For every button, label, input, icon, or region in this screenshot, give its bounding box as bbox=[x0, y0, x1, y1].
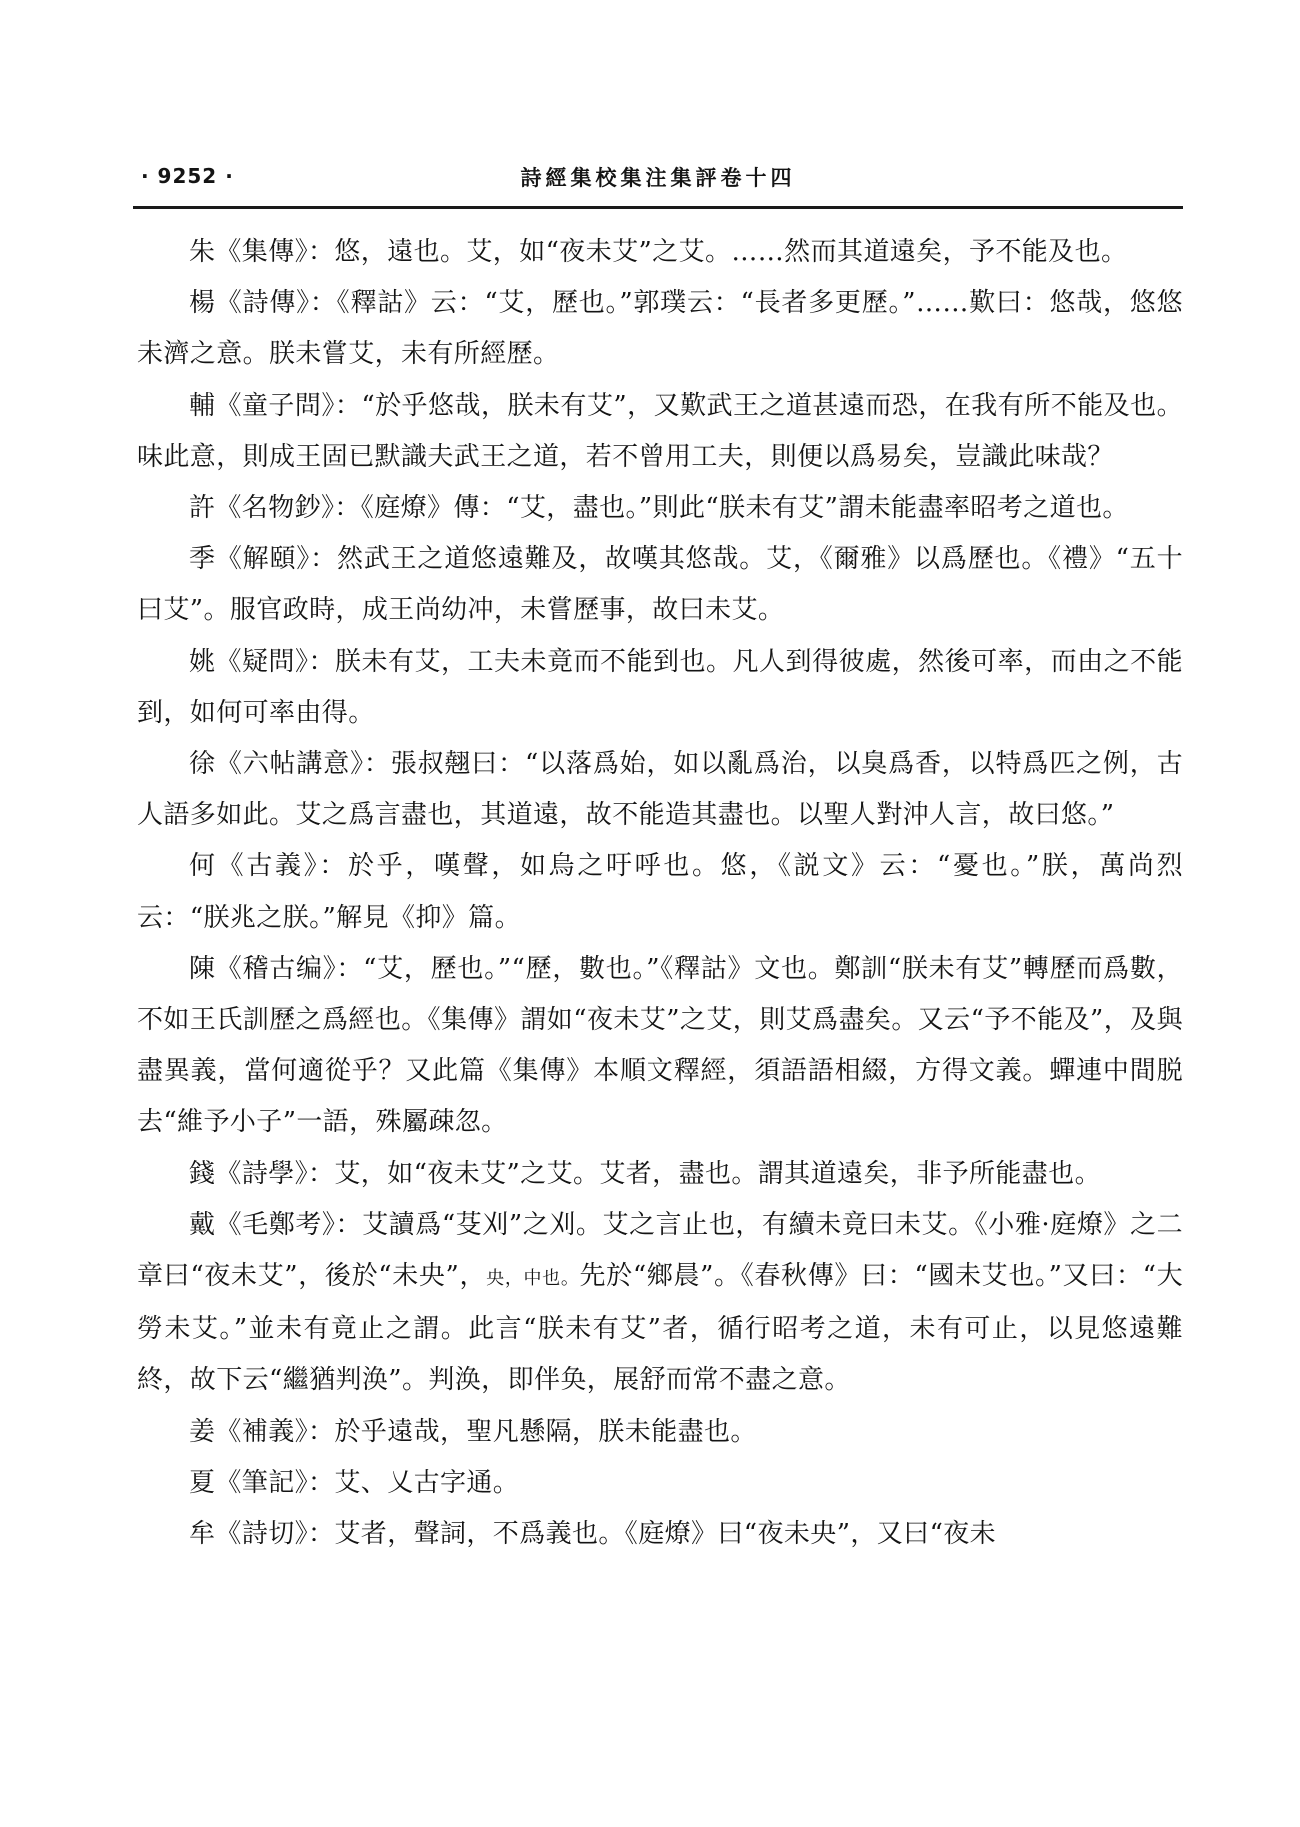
inline-note: 央，中也。 bbox=[486, 1268, 580, 1290]
commentary-paragraph: 許《名物鈔》：《庭燎》傳：“艾，盡也。”則此“朕未有艾”謂未能盡率昭考之道也。 bbox=[189, 493, 1129, 524]
commentary-paragraph: 錢《詩學》：艾，如“夜未艾”之艾。艾者，盡也。謂其道遠矣，非予所能盡也。 bbox=[189, 1158, 1101, 1189]
page-number: · 9252 · bbox=[141, 164, 234, 188]
commentary-paragraph: 楊《詩傳》：《釋詁》云：“艾，歷也。”郭璞云：“長者多更歷。”……歎曰：悠哉，悠悠未濟之意。朕未嘗艾，未有所經歷。 bbox=[137, 288, 1183, 370]
commentary-paragraph: 陳《稽古编》：“艾，歷也。”“歷，數也。”《釋詁》文也。鄭訓“朕未有艾”轉歷而爲數，不如王氏訓歷之爲經也。《集傳》謂如“夜未艾”之艾，則艾爲盡矣。又云“予不能及”，及與盡異義，當何適從乎？又此篇《集傳》本順文釋經，須語語相綴，方得文義。蟬連中間脱去“維予小子”一語，殊屬疎忽。 bbox=[137, 953, 1183, 1138]
commentary-paragraph: 徐《六帖講意》：張叔翹曰：“以落爲始，如以亂爲治，以臭爲香，以特爲匹之例，古人語多如此。艾之爲言盡也，其道遠，故不能造其盡也。以聖人對沖人言，故曰悠。” bbox=[137, 749, 1183, 831]
body-text bbox=[137, 227, 1183, 1560]
page-header bbox=[133, 160, 1183, 209]
commentary-paragraph: 姜《補義》：於乎遠哉，聖凡懸隔，朕未能盡也。 bbox=[189, 1416, 757, 1447]
commentary-paragraph: 季《解頤》：然武王之道悠遠難及，故嘆其悠哉。艾，《爾雅》以爲歷也。《禮》“五十曰艾”。服官政時，成王尚幼冲，未嘗歷事，故曰未艾。 bbox=[137, 544, 1183, 626]
commentary-paragraph: 戴《毛鄭考》：艾讀爲“芟刈”之刈。艾之言止也，有續未竟曰未艾。《小雅·庭燎》之二章曰“夜未艾”，後於“未央”，央，中也。先於“鄉晨”。《春秋傳》曰：“國未艾也。”又曰：“大勞未艾。”並未有竟止之謂。此言“朕未有艾”者，循行昭考之道，未有可止，以見悠遠難終，故下云“繼猶判涣”。判涣，即伴奂，展舒而常不盡之意。 bbox=[137, 1209, 1183, 1396]
commentary-paragraph: 姚《疑問》：朕未有艾，工夫未竟而不能到也。凡人到得彼處，然後可率，而由之不能到，如何可率由得。 bbox=[137, 646, 1183, 728]
commentary-paragraph: 朱《集傳》：悠，遠也。艾，如“夜未艾”之艾。……然而其道遠矣，予不能及也。 bbox=[189, 237, 1128, 267]
commentary-paragraph: 牟《詩切》：艾者，聲詞，不爲義也。《庭燎》曰“夜未央”，又曰“夜未 bbox=[189, 1519, 997, 1550]
running-title: 詩經集校集注集評卷十四 bbox=[520, 166, 796, 190]
commentary-paragraph: 輔《童子問》：“於乎悠哉，朕未有艾”，又歎武王之道甚遠而恐，在我有所不能及也。味此意，則成王固已默識夫武王之道，若不曾用工夫，則便以爲易矣，豈識此味哉？ bbox=[137, 390, 1183, 472]
commentary-paragraph: 何《古義》：於乎，嘆聲，如烏之吁呼也。悠，《説文》云：“憂也。”朕，萬尚烈云：“朕兆之朕。”解見《抑》篇。 bbox=[137, 851, 1183, 933]
commentary-paragraph: 夏《筆記》：艾、乂古字通。 bbox=[189, 1467, 520, 1498]
